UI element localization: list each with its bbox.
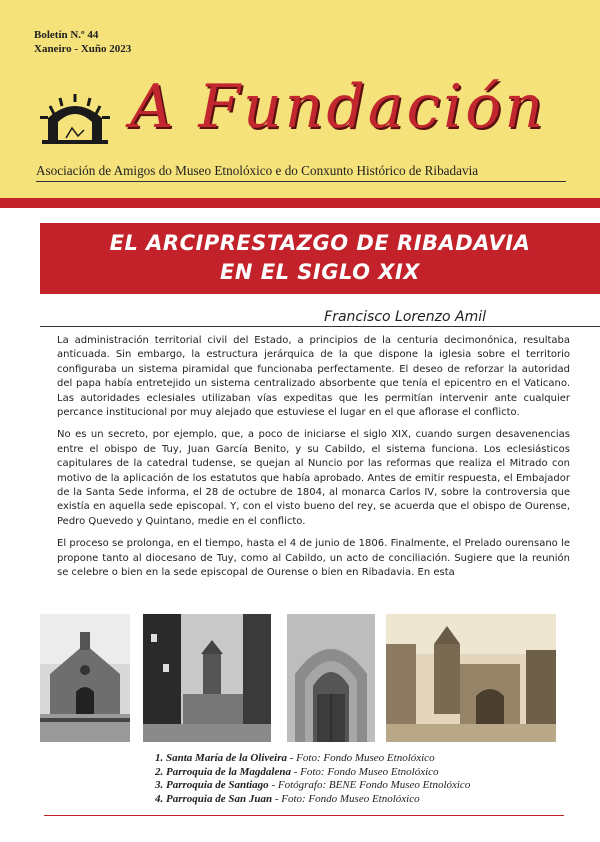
caption-credit: - Foto: Fondo Museo Etnolóxico [287,752,435,764]
caption-credit: - Foto: Fondo Museo Etnolóxico [272,792,420,805]
caption-label: 1. Santa María de la Oliveira [155,752,288,764]
article-author: Francisco Lorenzo Amil [324,309,486,325]
masthead-title: A Fundación [130,72,547,142]
caption-2 [155,766,470,780]
caption-1 [155,752,470,766]
caption-label: 3. Parroquia de Santiago [155,779,269,791]
issue-number: Boletín N.º 44 [34,29,99,41]
paragraph: La administración territorial civil del Estado, a principios de la centuria decimonónica, resultaba anticuada. Sin embargo, la estructura jerárquica de la que dispone la iglesia sobre el territorio configuraba un sistema piramidal que funcionaba perfectamente. El deseo de reforzar la autoridad del papa había entretejido un sistema centralizado absorbente que tenía el epicentro en el Vaticano. Las autoridades eclesiales utilizaban vías expeditas que les permitían intervenir ante cualquier percance institucional por muy alejado que estuviese el lugar en el que aflorase el conflicto. [57,335,570,419]
paragraph: El proceso se prolonga, en el tiempo, hasta el 4 de junio de 1806. Finalmente, el Prelado ourensano le propone tanto al diocesano de Tuy, como al Cabildo, un acto de conciliación. Sugiere que la reunión se celebre o bien en la sede episcopal de Ourense o bien en Ribadavia. En esta [57,538,570,579]
paragraph: No es un secreto, por ejemplo, que, a poco de iniciarse el siglo XIX, cuando surgen desavenencias entre el obispo de Tuy, Juan García Benito, y su Cabildo, el sistema funciona. Los eclesiásticos capitulares de la catedral tudense, se quejan al Nuncio por las reformas que realiza el Mitrado con motivo de la aplicación de los estatutos que había aprobado. Antes de emitir respuesta, el Embajador de la Santa Sede informa, el 28 de octubre de 1804, al monarca Carlos IV, sobre la controversia que existía en aquella sede episcopal. Y, con el visto bueno del rey, se acuerda que el obispo de Ourense, Pedro Quevedo y Quintano, medie en el conflicto. [57,429,570,527]
caption-4 [155,793,470,807]
photo-magdalena [143,614,271,742]
masthead-tagline: Asociación de Amigos do Museo Etnolóxico e do Conxunto Histórico de Ribadavia [36,163,479,178]
photo-santiago [287,614,375,742]
article-body [57,334,570,589]
tagline-underline [36,181,566,182]
issue-info [34,28,131,56]
caption-credit: - Foto: Fondo Museo Etnolóxico [290,765,439,778]
photo-san-juan [386,614,556,742]
issue-period: Xaneiro - Xuño 2023 [34,43,132,55]
caption-label: 2. Parroquia de la Magdalena [155,765,291,778]
article-title-line-1: EL ARCIPRESTAZGO DE RIBADAVIA [109,231,531,255]
bottom-rule [44,815,564,816]
photo-santa-maria [40,614,130,742]
caption-credit: - Fotógrafo: BENE Fondo Museo Etnolóxico [268,779,471,791]
article-title-line-2: EN EL SIGLO XIX [220,260,420,284]
castle-arch-logo-icon [40,92,110,152]
author-rule [40,326,600,327]
header-red-band [0,198,600,208]
caption-3 [155,779,470,793]
caption-label: 4. Parroquia de San Juan [155,792,273,805]
photo-captions [155,752,470,806]
